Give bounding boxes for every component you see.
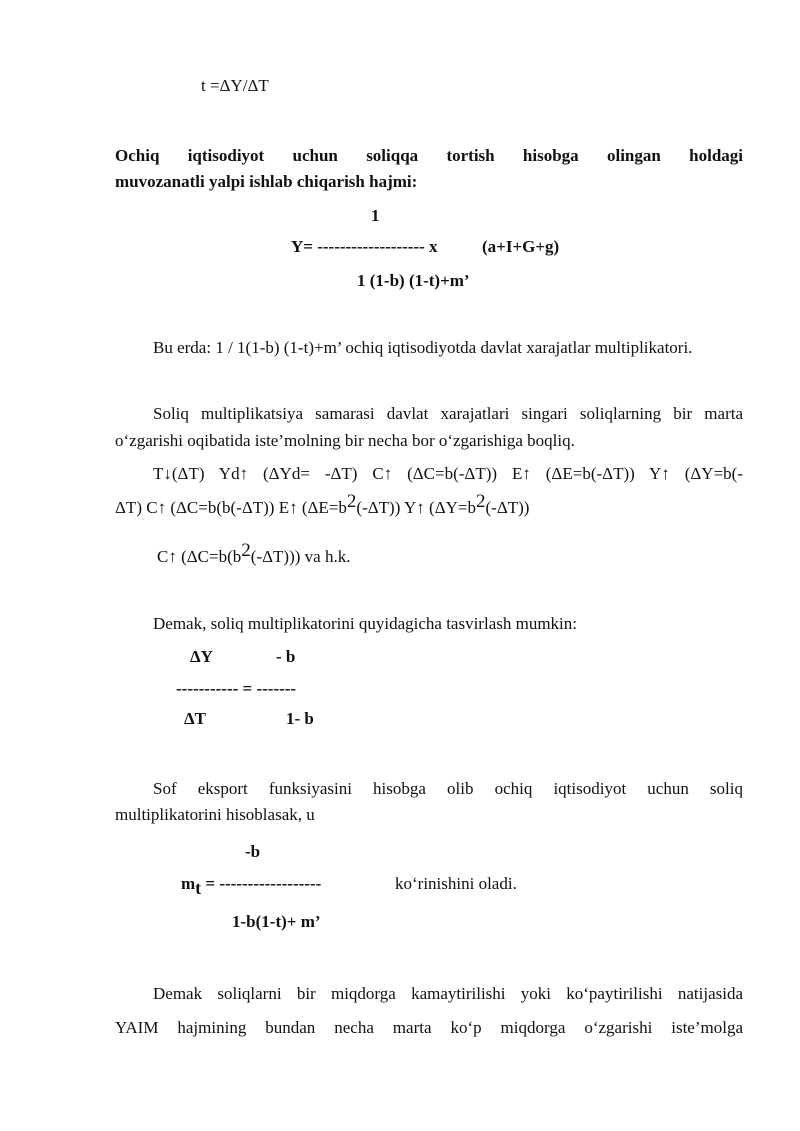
bu-erda-line: Bu erda: 1 / 1(1-b) (1-t)+m’ ochiq iqtisodiyotda davlat xarajatlar multiplikatori. bbox=[153, 338, 693, 357]
chain-line-1: T↓(ΔT) Yd↑ (ΔYd= -ΔT) C↑ (ΔC=b(-ΔT)) E↑ (ΔE=b(-ΔT)) Y↑ (ΔY=b(- bbox=[153, 464, 743, 483]
demak-line: Demak, soliq multiplikatorini quyidagicha tasvirlash mumkin: bbox=[153, 614, 577, 633]
chain-line-2: ΔT) C↑ (ΔC=b(b(-ΔT)) E↑ $(\Delta E=b^2(-\Delta T))$ Y↑ $(\Delta Y=b^2(-\Delta T))$ bbox=[115, 491, 530, 517]
formula-y-denominator: 1 (1-b) (1-t)+m’ bbox=[357, 271, 470, 290]
multiplier-para-line-1: Soliq multiplikatsiya samarasi davlat xarajatlari singari soliqlarning bir marta bbox=[153, 404, 743, 423]
formula-y-numerator: 1 bbox=[371, 206, 380, 225]
section-heading-line-2: muvozanatli yalpi ishlab chiqarish hajmi: bbox=[115, 172, 418, 191]
formula-dy-denominator: ΔT bbox=[184, 709, 206, 728]
multiplier-para-line-2: o‘zgarishi oqibatida iste’molning bir necha bor o‘zgarishiga boqliq. bbox=[115, 431, 575, 450]
final-para-line-2: YAIM hajmining bundan necha marta ko‘p miqdorga o‘zgarishi iste’molga bbox=[115, 1018, 743, 1037]
formula-mt-lhs: $m_t$ = ------------------ bbox=[181, 874, 322, 898]
sof-eksport-line-1: Sof eksport funksiyasini hisobga olib ochiq iqtisodiyot uchun soliq bbox=[153, 779, 743, 798]
formula-dy-numerator: ΔY bbox=[190, 647, 213, 666]
top-formula: t =ΔY/ΔT bbox=[201, 76, 269, 95]
formula-y-rhs: (a+I+G+g) bbox=[482, 237, 560, 256]
formula-mt-denominator: 1-b(1-t)+ m’ bbox=[232, 912, 321, 931]
formula-mt-numerator: -b bbox=[245, 842, 261, 861]
section-heading-line-1: Ochiq iqtisodiyot uchun soliqqa tortish hisobga olingan holdagi bbox=[115, 146, 743, 165]
final-para-line-1: Demak soliqlarni bir miqdorga kamaytirilishi yoki ko‘paytirilishi natijasida bbox=[153, 984, 743, 1003]
chain-line-3: C↑ $(\Delta C=b(b^2(-\Delta T)))$ va h.k. bbox=[157, 540, 351, 566]
formula-dy-rhs-numerator: - b bbox=[276, 647, 296, 666]
formula-dy-rhs-denominator: 1- b bbox=[286, 709, 314, 728]
sof-eksport-line-2: multiplikatorini hisoblasak, u bbox=[115, 805, 315, 824]
formula-mt-trailing-text: ko‘rinishini oladi. bbox=[395, 874, 517, 893]
formula-y-lhs: Y= ------------------- x bbox=[291, 237, 438, 256]
formula-dy-bar: ----------- = ------- bbox=[176, 679, 297, 698]
